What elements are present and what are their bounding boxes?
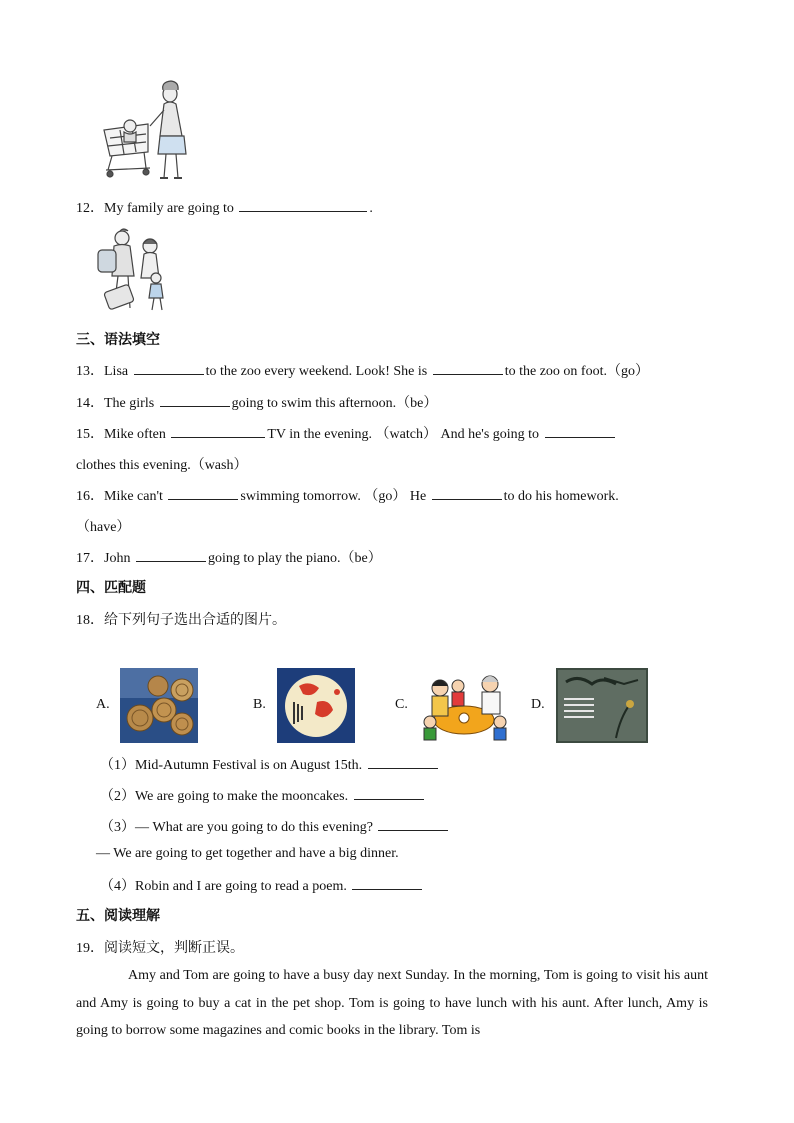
- question-14: [76, 392, 437, 412]
- question-instruction: 阅读短文，判断正误。: [104, 940, 244, 956]
- shopping-cart-illustration: [100, 80, 192, 184]
- question-12: [76, 197, 373, 217]
- match-item-1: [100, 754, 440, 774]
- answer-blank[interactable]: [239, 199, 367, 212]
- question-19: [76, 937, 244, 957]
- match-item-4: [100, 875, 424, 895]
- question-17: [76, 547, 382, 567]
- question-number: 12．: [76, 201, 104, 216]
- question-15: [76, 423, 617, 443]
- answer-blank[interactable]: [368, 756, 438, 769]
- match-item-text: — We are going to get together and have a big dinner.: [96, 846, 399, 861]
- match-item-2: [100, 785, 426, 805]
- question-text: going to play the piano.（be）: [207, 551, 382, 566]
- question-number: 18．: [76, 613, 104, 628]
- match-item-text: （4）Robin and I are going to read a poem.: [100, 879, 347, 894]
- question-13: [76, 360, 649, 380]
- answer-blank[interactable]: [134, 362, 204, 375]
- question-text: to do his homework.: [503, 489, 619, 504]
- question-number: 13．: [76, 364, 104, 379]
- family-travel-illustration: [92, 224, 172, 316]
- match-item-3-answer: [96, 846, 399, 862]
- question-number: 14．: [76, 396, 104, 411]
- question-text: clothes this evening.（wash）: [76, 458, 248, 473]
- option-d-label: D.: [531, 697, 545, 712]
- question-text: TV in the evening. （watch） And he's going to: [267, 427, 540, 442]
- question-number: 17．: [76, 551, 104, 566]
- question-15-continued: [76, 454, 247, 474]
- mooncakes-image: [120, 668, 198, 743]
- question-18: [76, 609, 286, 629]
- answer-blank[interactable]: [378, 818, 448, 831]
- answer-blank[interactable]: [354, 787, 424, 800]
- question-text: My family are going to: [104, 201, 234, 216]
- question-number: 16．: [76, 489, 104, 504]
- question-number: 15．: [76, 427, 104, 442]
- match-item-3: [100, 816, 450, 836]
- question-number: 19．: [76, 941, 104, 956]
- question-text: swimming tomorrow. （go） He: [240, 489, 427, 504]
- match-item-text: （1）Mid-Autumn Festival is on August 15th.: [100, 758, 363, 773]
- answer-blank[interactable]: [545, 425, 615, 438]
- question-text: to the zoo every weekend. Look! She is: [205, 364, 428, 379]
- question-text: going to swim this afternoon.（be）: [231, 396, 438, 411]
- answer-blank[interactable]: [433, 362, 503, 375]
- poem-painting-image: [556, 668, 648, 743]
- match-item-text: （2）We are going to make the mooncakes.: [100, 789, 349, 804]
- question-text: Mike can't: [104, 489, 163, 504]
- question-instruction: 给下列句子选出合适的图片。: [104, 612, 286, 628]
- section-heading: 三、语法填空: [76, 332, 160, 348]
- mid-autumn-poster-image: [277, 668, 355, 743]
- option-c-label: C.: [395, 697, 408, 712]
- option-a-label: A.: [96, 697, 110, 712]
- question-text: John: [104, 551, 131, 566]
- answer-blank[interactable]: [168, 487, 238, 500]
- question-16-continued: [76, 516, 130, 536]
- family-dinner-image: [418, 668, 510, 743]
- question-text: to the zoo on foot.（go）: [504, 364, 649, 379]
- period: .: [369, 201, 373, 216]
- section-heading: 四、匹配题: [76, 580, 146, 596]
- section-heading: 五、阅读理解: [76, 908, 160, 924]
- question-text: Lisa: [104, 364, 129, 379]
- question-text: The girls: [104, 396, 155, 411]
- answer-blank[interactable]: [136, 549, 206, 562]
- match-item-text: （3）— What are you going to do this evening?: [100, 820, 373, 835]
- answer-blank[interactable]: [352, 877, 422, 890]
- reading-passage: Amy and Tom are going to have a busy day next Sunday. In the morning, Tom is going to visit his aunt and Amy is going to buy a cat in the pet shop. Tom is going to have lunch with his aunt. After lunch, Amy is going to borrow some magazines and comic books in the library. Tom is: [76, 968, 708, 1038]
- answer-blank[interactable]: [432, 487, 502, 500]
- question-text: （have）: [76, 520, 131, 535]
- option-b-label: B.: [253, 697, 266, 712]
- question-text: Mike often: [104, 427, 166, 442]
- question-16: [76, 485, 619, 505]
- answer-blank[interactable]: [160, 394, 230, 407]
- answer-blank[interactable]: [171, 425, 265, 438]
